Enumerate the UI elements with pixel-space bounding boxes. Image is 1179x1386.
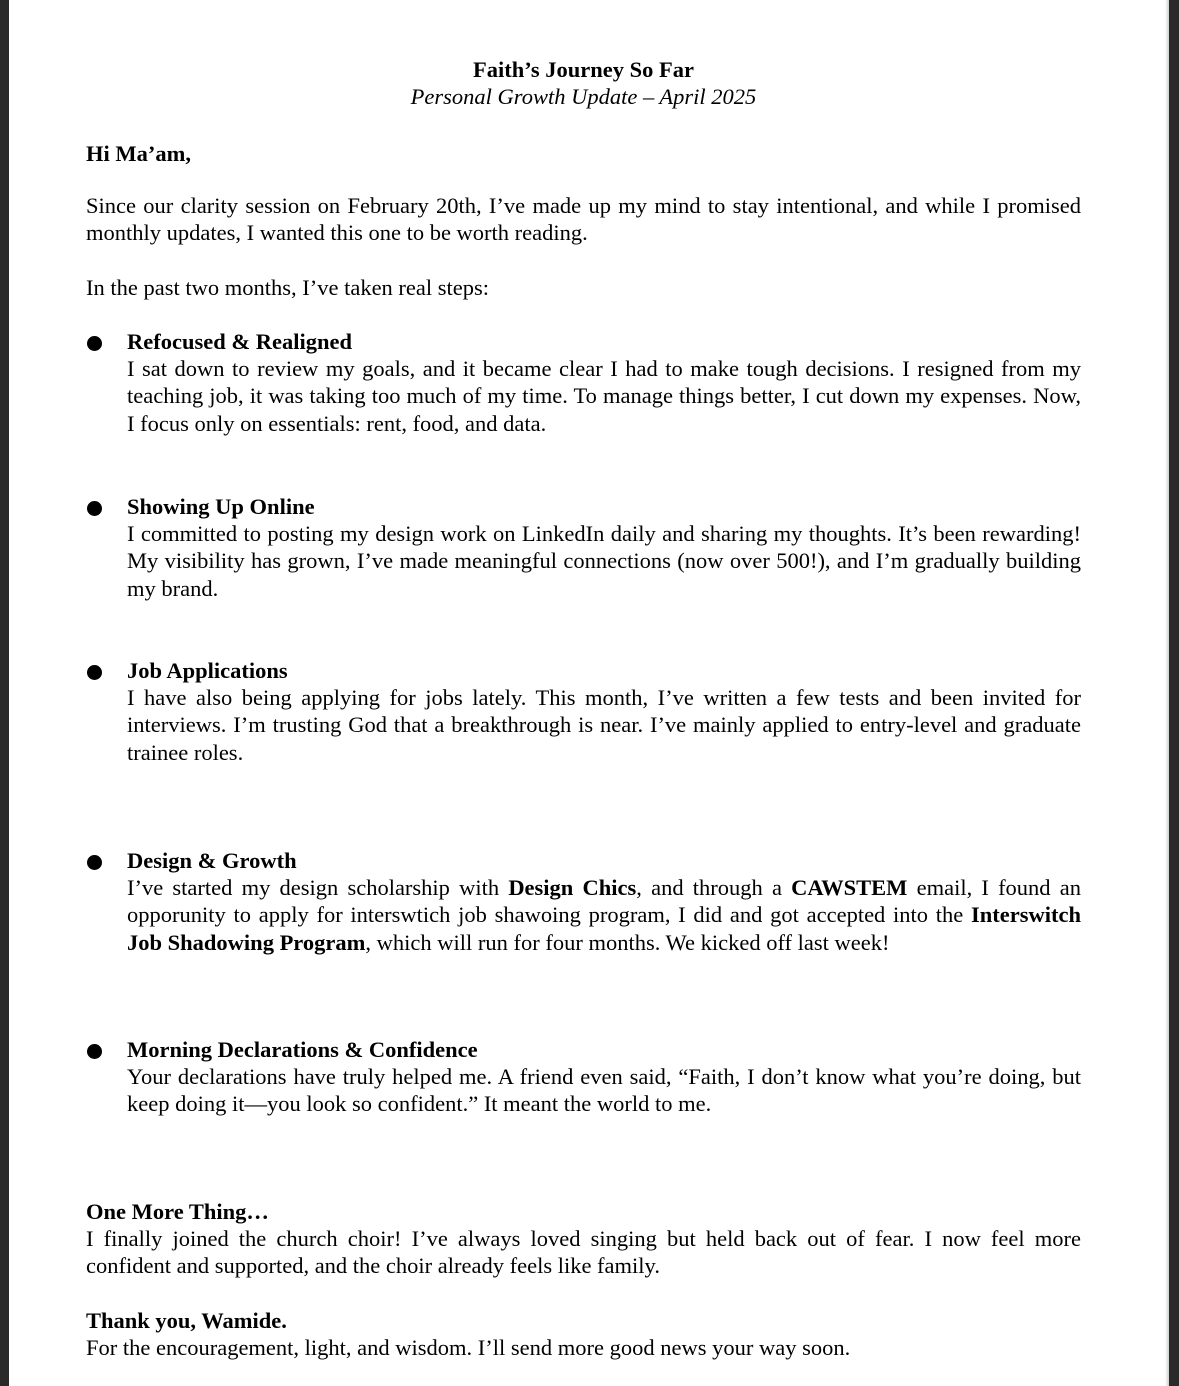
bullet-icon	[87, 1044, 102, 1059]
cawstem-name: CAWSTEM	[791, 875, 908, 901]
section-title: Thank you, Wamide.	[86, 1308, 287, 1333]
document-title: Faith’s Journey So Far	[472, 57, 695, 82]
intro-paragraph: Since our clarity session on February 20th, I’ve made up my mind to stay intentional, and while I promised monthly updates, I wanted this one to be worth reading.	[86, 193, 1081, 246]
greeting: Hi Ma’am,	[86, 141, 191, 166]
item-text-part: email, I found an opporunity to apply for interswtich job shawoing program, I did and got accepted into the	[127, 875, 1081, 928]
item-text-part: , and through a	[636, 875, 792, 901]
bullet-icon	[87, 855, 102, 870]
list-item	[86, 328, 1081, 437]
item-text-part: I’ve started my design scholarship with	[127, 875, 509, 901]
design-chics-name: Design Chics	[508, 875, 637, 901]
bullet-icon	[87, 336, 102, 351]
document-subtitle: Personal Growth Update – April 2025	[410, 84, 757, 110]
item-title: Showing Up Online	[127, 494, 315, 519]
lead-in-paragraph: In the past two months, I’ve taken real steps:	[86, 275, 490, 300]
list-item	[86, 1036, 1081, 1118]
bullet-icon	[87, 665, 102, 680]
item-text-part: , which will run for four months. We kicked off last week!	[365, 929, 890, 955]
item-title: Design & Growth	[127, 848, 297, 873]
item-text: I committed to posting my design work on LinkedIn daily and sharing my thoughts. It’s been rewarding! My visibility has grown, I’ve made meaningful connections (now over 500!), and I’m gradually building my brand.	[127, 521, 1081, 601]
thanks-section	[86, 1307, 1081, 1361]
item-text: Your declarations have truly helped me. A friend even said, “Faith, I don’t know what you’re doing, but keep doing it—you look so confident.” It meant the world to me.	[127, 1064, 1081, 1117]
item-text: I sat down to review my goals, and it became clear I had to make tough decisions. I resigned from my teaching job, it was taking too much of my time. To manage things better, I cut down my expenses. Now, I focus only on essentials: rent, food, and data.	[127, 356, 1081, 436]
item-title: Job Applications	[127, 658, 288, 683]
list-item	[86, 657, 1081, 766]
program-name: Interswitch Job Shadowing Program	[127, 902, 1081, 955]
one-more-section	[86, 1198, 1081, 1280]
section-text: I finally joined the church choir! I’ve always loved singing but held back out of fear. I now feel more confident and supported, and the choir already feels like family.	[86, 1226, 1081, 1279]
section-text: For the encouragement, light, and wisdom. I’ll send more good news your way soon.	[86, 1335, 851, 1361]
list-item	[86, 493, 1081, 602]
item-title: Refocused & Realigned	[127, 329, 352, 354]
section-title: One More Thing…	[86, 1199, 269, 1224]
bullet-icon	[87, 501, 102, 516]
item-text: I have also being applying for jobs lately. This month, I’ve written a few tests and been invited for interviews. I’m trusting God that a breakthrough is near. I’ve mainly applied to entry-level and graduate trainee roles.	[127, 685, 1081, 765]
document-page	[86, 56, 1081, 1361]
list-item	[86, 847, 1081, 956]
item-text	[127, 874, 1081, 956]
item-title: Morning Declarations & Confidence	[127, 1037, 478, 1062]
right-edge-bar	[1169, 0, 1179, 1386]
left-edge-bar	[0, 0, 9, 1386]
